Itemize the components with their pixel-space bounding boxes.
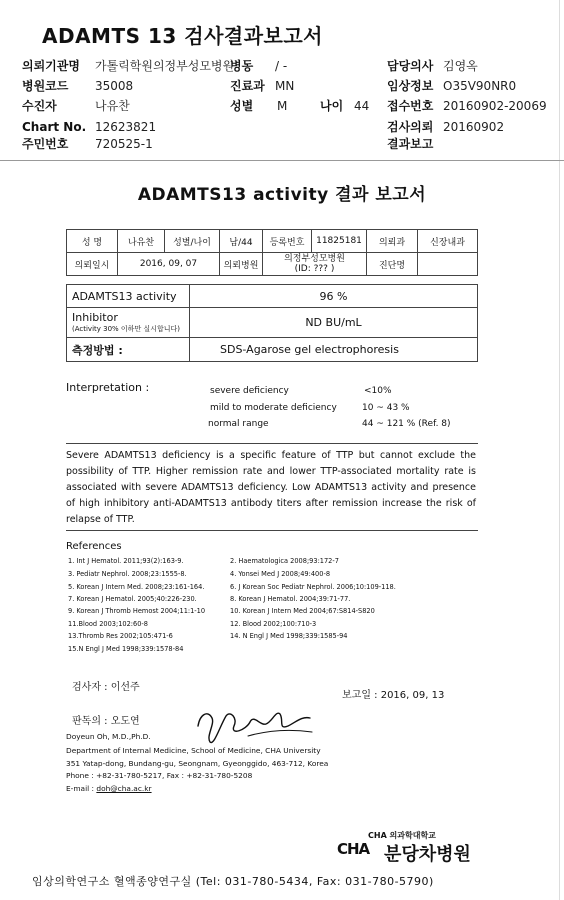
header-title: ADAMTS 13 검사결과보고서 bbox=[42, 24, 324, 48]
date-value: 2016, 09, 07 bbox=[118, 253, 220, 276]
hdr-age-value: 44 bbox=[354, 99, 370, 113]
hdr-right-3-value: 20160902 bbox=[443, 120, 505, 134]
dept-label: 의뢰과 bbox=[367, 230, 418, 253]
diag-value bbox=[418, 253, 478, 276]
ref-left: 13.Thromb Res 2002;105:471-6 bbox=[68, 632, 173, 640]
hdr-left-4-value: 720525-1 bbox=[95, 137, 153, 151]
hdr-left-1-value: 35008 bbox=[95, 79, 134, 93]
name-value: 나유찬 bbox=[118, 230, 165, 253]
ref-left: 7. Korean J Hematol. 2005;40:226-230. bbox=[68, 595, 197, 603]
interp-range-0: <10% bbox=[364, 386, 392, 396]
hdr-right-2: 접수번호 bbox=[387, 99, 434, 113]
ref-left: 5. Korean J Intern Med. 2008;23:161-164. bbox=[68, 583, 205, 591]
doctor-name: Doyeun Oh, M.D.,Ph.D. bbox=[66, 732, 151, 741]
method-label: 측정방법 : bbox=[67, 338, 190, 362]
ref-left: 1. Int J Hematol. 2011;93(2):163-9. bbox=[68, 557, 184, 565]
ref-right: 14. N Engl J Med 1998;339:1585-94 bbox=[230, 632, 348, 640]
hdr-right-4: 결과보고 bbox=[387, 137, 434, 151]
section-rule-2 bbox=[66, 530, 478, 531]
ref-left: 15.N Engl J Med 1998;339:1578-84 bbox=[68, 645, 184, 653]
examiner: 검사자 : 이선주 bbox=[72, 682, 140, 693]
reading-physician: 판독의 : 오도연 bbox=[72, 716, 140, 727]
interpretation-label: Interpretation : bbox=[66, 381, 150, 394]
sexage-value: 남/44 bbox=[220, 230, 263, 253]
ref-left: 3. Pediatr Nephrol. 2008;23:1555-8. bbox=[68, 570, 187, 578]
hdr-right-1-value: O35V90NR0 bbox=[443, 79, 517, 93]
activity-label: ADAMTS13 activity bbox=[67, 285, 190, 308]
interpretation-paragraph: Severe ADAMTS13 deficiency is a specific feature of TTP but cannot exclude the possibility of TTP. Higher remission rate and lower TTP-associated mortality rate is associated with severe ADAMTS13 deficiency. Low ADAMTS13 activity and presence of high inhibitory anti-ADAMTS13 antibody titers after remission increase the risk of relapse of TTP. bbox=[66, 450, 476, 525]
hdr-left-2-value: 나유찬 bbox=[95, 99, 130, 113]
hdr-right-2-value: 20160902-20069 bbox=[443, 99, 547, 113]
hdr-left-0 bbox=[22, 57, 80, 75]
regno-value: 11825181 bbox=[312, 230, 367, 253]
hdr-left-2: 수진자 bbox=[22, 99, 57, 113]
interp-range-1: 10 ~ 43 % bbox=[362, 403, 410, 413]
email-label: E-mail : bbox=[66, 784, 95, 793]
diag-label: 진단명 bbox=[367, 253, 418, 276]
sexage-label: 성별/나이 bbox=[165, 230, 220, 253]
interp-name-2: normal range bbox=[208, 419, 269, 429]
email-link[interactable]: doh@cha.ac.kr bbox=[96, 784, 152, 793]
ref-right: 10. Korean J Intern Med 2004;67:S814-S820 bbox=[230, 607, 375, 615]
regno-label: 등록번호 bbox=[263, 230, 312, 253]
hdr-right-1: 임상정보 bbox=[387, 79, 434, 93]
references-title: References bbox=[66, 541, 122, 552]
hdr-mid-2-value: M bbox=[277, 99, 288, 113]
hdr-label: 의뢰기관명 bbox=[22, 59, 80, 73]
hosp-value bbox=[263, 253, 367, 276]
hdr-left-4: 주민번호 bbox=[22, 137, 69, 151]
hdr-left-0-value: 가톨릭학원의정부성모병원 bbox=[95, 59, 235, 73]
hdr-age-label: 나이 bbox=[320, 99, 344, 113]
report-date: 보고일 : 2016, 09, 13 bbox=[342, 690, 445, 701]
header-divider bbox=[0, 160, 564, 161]
ref-left: 11.Blood 2003;102:60-8 bbox=[68, 620, 148, 628]
report-title: ADAMTS13 activity 결과 보고서 bbox=[137, 185, 427, 205]
section-rule bbox=[66, 443, 478, 444]
cha-logo: CHA bbox=[337, 840, 370, 858]
ref-left: 9. Korean J Thromb Hemost 2004;11:1-10 bbox=[68, 607, 206, 615]
hdr-left-3-value: 12623821 bbox=[95, 120, 157, 134]
dept-value: 신장내과 bbox=[418, 230, 478, 253]
ref-right: 6. J Korean Soc Pediatr Nephrol. 2006;10:109-118. bbox=[230, 583, 396, 591]
address: 351 Yatap-dong, Bundang-gu, Seongnam, Gyeonggido, 463-712, Korea bbox=[66, 759, 329, 768]
hdr-mid-0: 병동 bbox=[230, 59, 254, 73]
name-label: 성 명 bbox=[67, 230, 118, 253]
hdr-right-0: 담당의사 bbox=[387, 59, 434, 73]
hdr-mid-0-value: / - bbox=[275, 59, 288, 73]
hdr-right-3: 검사의뢰 bbox=[387, 120, 434, 134]
ref-right: 2. Haematologica 2008;93:172-7 bbox=[230, 557, 339, 565]
patient-info-table bbox=[66, 229, 478, 276]
interp-name-0: severe deficiency bbox=[210, 386, 289, 396]
ref-right: 12. Blood 2002;100:710-3 bbox=[230, 620, 317, 628]
inhibitor-value: ND BU/mL bbox=[190, 308, 478, 338]
hdr-mid-2: 성별 bbox=[230, 99, 254, 113]
phone: Phone : +82-31-780-5217, Fax : +82-31-780-5208 bbox=[66, 771, 253, 780]
ref-right: 4. Yonsei Med J 2008;49:400-8 bbox=[230, 570, 331, 578]
hdr-right-0-value: 김영옥 bbox=[443, 59, 478, 73]
hdr-mid-1-value: MN bbox=[275, 79, 295, 93]
interp-name-1: mild to moderate deficiency bbox=[210, 403, 337, 413]
method-value: SDS-Agarose gel electrophoresis bbox=[190, 338, 478, 362]
inhibitor-label: Inhibitor bbox=[72, 311, 118, 324]
inhibitor-note: (Activity 30% 이하만 실시합니다) bbox=[72, 325, 180, 333]
department: Department of Internal Medicine, School of Medicine, CHA University bbox=[66, 746, 321, 755]
hosp-id: (ID: ??? ) bbox=[294, 264, 335, 274]
footer-contact: 임상의학연구소 혈액종양연구실 (Tel: 031-780-5434, Fax: 031-780-5790) bbox=[32, 875, 434, 888]
hosp-name: 의정부성모병원 bbox=[284, 254, 345, 264]
hdr-left-1: 병원코드 bbox=[22, 79, 69, 93]
hosp-label: 의뢰병원 bbox=[220, 253, 263, 276]
hdr-mid-1: 진료과 bbox=[230, 79, 265, 93]
inhibitor-cell bbox=[67, 308, 190, 338]
interp-range-2: 44 ~ 121 % (Ref. 8) bbox=[362, 419, 451, 429]
activity-value: 96 % bbox=[190, 285, 478, 308]
ref-right: 8. Korean J Hematol. 2004;39:71-77. bbox=[230, 595, 351, 603]
page-edge bbox=[559, 0, 560, 900]
date-label: 의뢰일시 bbox=[67, 253, 118, 276]
email-row bbox=[66, 784, 152, 793]
results-table bbox=[66, 284, 478, 362]
university-logo-text: CHA 의과학대학교 bbox=[368, 831, 436, 840]
hospital-name: 분당차병원 bbox=[384, 844, 471, 865]
hdr-left-3: Chart No. bbox=[22, 120, 87, 134]
